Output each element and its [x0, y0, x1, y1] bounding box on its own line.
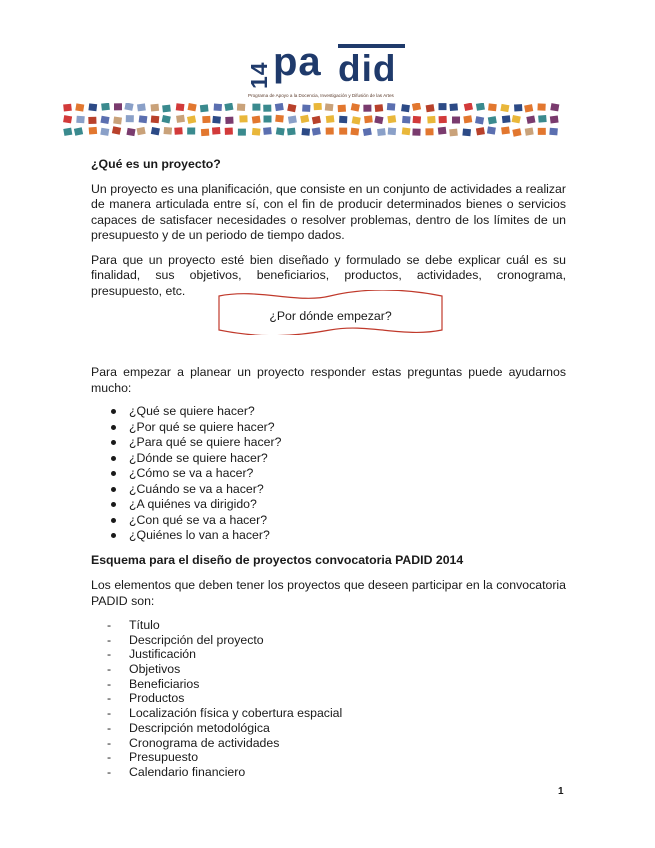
mosaic-tile: [412, 103, 421, 111]
dash-marker: -: [107, 662, 112, 677]
mosaic-tile: [74, 127, 83, 135]
mosaic-tile: [549, 128, 558, 136]
mosaic-tile: [114, 103, 122, 110]
element-text: Presupuesto: [129, 750, 199, 765]
mosaic-tile: [377, 128, 386, 136]
question-text: ¿Con qué se va a hacer?: [129, 512, 268, 527]
mosaic-tile: [339, 128, 347, 135]
mosaic-tile: [452, 116, 460, 123]
mosaic-tile: [325, 103, 334, 111]
mosaic-tile: [151, 127, 160, 135]
mosaic-tile: [412, 128, 420, 135]
mosaic-tile: [464, 103, 473, 111]
mosaic-tile: [326, 128, 334, 135]
mosaic-tile: [287, 104, 296, 112]
mosaic-tile: [164, 127, 173, 135]
mosaic-tile: [488, 116, 497, 124]
mosaic-tile: [176, 115, 185, 123]
mosaic-tile: [463, 115, 472, 123]
heading-esquema: Esquema para el diseño de proyectos convocatoria PADID 2014: [91, 552, 464, 567]
mosaic-tile: [200, 104, 209, 112]
mosaic-tile: [201, 129, 209, 136]
mosaic-tile: [112, 126, 121, 134]
mosaic-tile: [488, 103, 497, 111]
callout-box: [218, 290, 443, 335]
mosaic-tile: [339, 116, 347, 123]
mosaic-tile: [176, 103, 185, 111]
logo-tagline: Programa de Apoyo a la Docencia, Investigación y Difusión de las Artes: [248, 93, 394, 98]
mosaic-tile: [139, 115, 148, 123]
element-item: [91, 765, 566, 780]
mosaic-tile: [512, 115, 521, 123]
mosaic-tile: [512, 128, 521, 136]
mosaic-tile: [462, 129, 471, 137]
paragraph-empezar: Para empezar a planear un proyecto responder estas preguntas puede ayudarnos mucho:: [91, 365, 566, 395]
bullet-icon: [111, 518, 116, 523]
dash-marker: -: [107, 750, 112, 765]
mosaic-tile: [187, 115, 196, 123]
mosaic-tile: [449, 103, 458, 111]
mosaic-tile: [312, 127, 321, 135]
mosaic-tile: [187, 127, 195, 134]
mosaic-tile: [89, 127, 98, 135]
page-number: 1: [558, 786, 564, 797]
heading-que-es-proyecto: ¿Qué es un proyecto?: [91, 157, 221, 171]
mosaic-tile: [524, 104, 533, 112]
mosaic-tile: [427, 116, 435, 124]
mosaic-tile: [388, 127, 397, 135]
paragraph-diseno: Para que un proyecto esté bien diseñado y formulado se debe explicar cuál es su finalidad, sus objetivos, beneficiarios, productos, actividades, cronograma, presupuesto, etc.: [91, 252, 566, 298]
dash-marker: -: [107, 691, 112, 706]
element-text: Descripción metodológica: [129, 720, 270, 735]
mosaic-tile: [124, 103, 133, 111]
bullet-icon: [111, 471, 116, 476]
mosaic-tile: [300, 115, 309, 123]
dash-marker: -: [107, 647, 112, 662]
padid-logo: [243, 40, 413, 102]
mosaic-tile: [537, 103, 545, 110]
question-text: ¿Qué se quiere hacer?: [129, 404, 255, 418]
element-text: Localización física y cobertura espacial: [129, 706, 343, 721]
mosaic-tile: [252, 128, 261, 136]
mosaic-tile: [126, 128, 135, 136]
document-body: [91, 150, 566, 780]
element-text: Beneficiarios: [129, 676, 200, 691]
mosaic-tile: [275, 115, 284, 123]
dash-marker: -: [107, 706, 112, 721]
mosaic-tile: [188, 103, 197, 111]
mosaic-tile: [252, 104, 260, 111]
mosaic-tile: [438, 127, 447, 135]
mosaic-tile: [402, 116, 411, 124]
mosaic-tile: [502, 115, 511, 123]
mosaic-tile: [352, 116, 361, 124]
mosaic-tile: [449, 129, 458, 137]
element-item: [91, 750, 566, 765]
mosaic-tile: [525, 128, 534, 136]
question-item: [91, 497, 566, 513]
dash-marker: -: [107, 764, 112, 779]
paragraph-elementos: Los elementos que deben tener los proyectos que deseen participar en la convocatoria PADID son:: [91, 578, 566, 608]
mosaic-tile: [252, 116, 261, 124]
question-text: ¿Cuándo se va a hacer?: [129, 481, 264, 496]
element-text: Justificación: [129, 647, 196, 662]
bullet-icon: [111, 440, 116, 445]
mosaic-tile: [550, 103, 559, 111]
mosaic-tile: [550, 116, 559, 124]
mosaic-tile: [500, 104, 509, 112]
dash-marker: -: [107, 632, 112, 647]
question-item: [91, 435, 566, 451]
bullet-icon: [111, 502, 116, 507]
element-text: Productos: [129, 691, 185, 706]
mosaic-tile: [151, 116, 160, 124]
question-text: ¿Cómo se va a hacer?: [129, 466, 254, 480]
mosaic-tile: [63, 115, 72, 123]
mosaic-tile: [263, 105, 271, 112]
mosaic-tile: [476, 127, 485, 135]
element-list: [91, 618, 566, 780]
bullet-icon: [111, 425, 116, 430]
mosaic-tile: [526, 116, 535, 124]
mosaic-tile: [374, 116, 383, 124]
mosaic-tile: [313, 103, 321, 110]
mosaic-tile: [174, 127, 182, 135]
element-text: Cronograma de actividades: [129, 735, 280, 750]
mosaic-tile: [63, 104, 72, 112]
element-item: [91, 691, 566, 706]
mosaic-tile: [438, 103, 446, 110]
element-item: [91, 721, 566, 736]
mosaic-tile: [375, 104, 384, 112]
mosaic-tile: [487, 126, 496, 134]
dash-marker: -: [107, 735, 112, 750]
element-item: [91, 662, 566, 677]
mosaic-tile: [363, 105, 371, 112]
bullet-icon: [111, 533, 116, 538]
mosaic-tile: [326, 115, 335, 123]
mosaic-tile: [239, 115, 247, 122]
question-text: ¿Quiénes lo van a hacer?: [129, 528, 270, 542]
mosaic-tile: [126, 115, 134, 122]
mosaic-tile: [275, 103, 284, 111]
element-item: [91, 633, 566, 648]
mosaic-tile: [212, 127, 220, 135]
element-text: Calendario financiero: [129, 764, 246, 779]
question-text: ¿Por qué se quiere hacer?: [129, 419, 275, 434]
mosaic-tile: [100, 116, 109, 124]
dash-marker: -: [107, 618, 112, 632]
mosaic-tile: [402, 127, 411, 135]
dash-marker: -: [107, 676, 112, 691]
mosaic-tile: [162, 105, 171, 113]
logo-word-pa: pa: [273, 40, 322, 84]
mosaic-banner: [62, 103, 562, 139]
mosaic-tile: [425, 128, 433, 135]
mosaic-tile: [238, 129, 246, 136]
element-item: [91, 706, 566, 721]
mosaic-tile: [212, 116, 221, 124]
question-text: ¿A quiénes va dirigido?: [129, 497, 257, 511]
element-item: [91, 618, 566, 633]
question-item: [91, 513, 566, 529]
mosaic-tile: [351, 103, 360, 111]
mosaic-tile: [88, 103, 97, 111]
element-item: [91, 647, 566, 662]
mosaic-tile: [439, 116, 447, 123]
question-item: [91, 404, 566, 420]
mosaic-tile: [301, 128, 310, 136]
question-text: ¿Dónde se quiere hacer?: [129, 450, 268, 465]
mosaic-tile: [88, 117, 96, 124]
mosaic-tile: [387, 115, 396, 123]
element-item: [91, 736, 566, 751]
mosaic-tile: [287, 128, 296, 136]
mosaic-tile: [288, 115, 297, 123]
mosaic-tile: [276, 127, 285, 135]
mosaic-tile: [363, 128, 372, 136]
logo-number: 14: [246, 61, 272, 89]
mosaic-tile: [501, 127, 510, 135]
mosaic-tile: [413, 116, 422, 124]
bullet-icon: [111, 487, 116, 492]
mosaic-tile: [312, 116, 321, 124]
mosaic-tile: [137, 127, 146, 135]
mosaic-tile: [76, 116, 85, 124]
dash-marker: -: [107, 720, 112, 735]
paragraph-definicion: Un proyecto es una planificación, que consiste en un conjunto de actividades a realizar de manera articulada entre sí, con el fin de producir determinados bienes o servicios capaces de satisfacer necesidades o resolver problemas, dentro de los límites de un presupuesto y de un periodo de tiempo dados.: [91, 181, 566, 242]
mosaic-tile: [137, 103, 146, 111]
mosaic-tile: [350, 128, 359, 136]
mosaic-tile: [237, 104, 245, 111]
mosaic-tile: [263, 127, 272, 135]
mosaic-tile: [162, 115, 171, 123]
element-item: [91, 677, 566, 692]
mosaic-tile: [538, 115, 547, 123]
mosaic-tile: [63, 128, 72, 136]
mosaic-tile: [214, 104, 222, 112]
mosaic-tile: [476, 103, 485, 111]
question-item: [91, 528, 566, 544]
mosaic-tile: [101, 103, 110, 111]
bullet-icon: [111, 409, 116, 414]
mosaic-tile: [387, 103, 396, 111]
mosaic-tile: [401, 104, 410, 112]
mosaic-tile: [475, 116, 484, 124]
mosaic-tile: [150, 104, 159, 112]
question-item: [91, 420, 566, 436]
mosaic-tile: [100, 128, 109, 136]
mosaic-tile: [514, 104, 522, 111]
element-text: Descripción del proyecto: [129, 632, 264, 647]
element-text: Título: [129, 618, 160, 632]
logo-word-did: did: [338, 48, 397, 89]
mosaic-tile: [224, 103, 233, 111]
mosaic-tile: [225, 117, 233, 124]
mosaic-tile: [225, 128, 233, 135]
mosaic-tile: [263, 115, 271, 122]
element-text: Objetivos: [129, 662, 181, 677]
mosaic-tile: [202, 116, 210, 123]
question-list: [91, 404, 566, 544]
bullet-icon: [111, 456, 116, 461]
mosaic-tile: [75, 103, 84, 111]
question-item: [91, 482, 566, 498]
mosaic-tile: [364, 115, 373, 123]
mosaic-tile: [338, 105, 346, 112]
callout-label: ¿Por dónde empezar?: [269, 309, 392, 323]
question-item: [91, 451, 566, 467]
mosaic-tile: [113, 116, 122, 124]
question-text: ¿Para qué se quiere hacer?: [129, 435, 282, 449]
question-item: [91, 466, 566, 482]
mosaic-tile: [426, 104, 435, 112]
mosaic-tile: [538, 128, 546, 135]
mosaic-tile: [302, 104, 310, 111]
